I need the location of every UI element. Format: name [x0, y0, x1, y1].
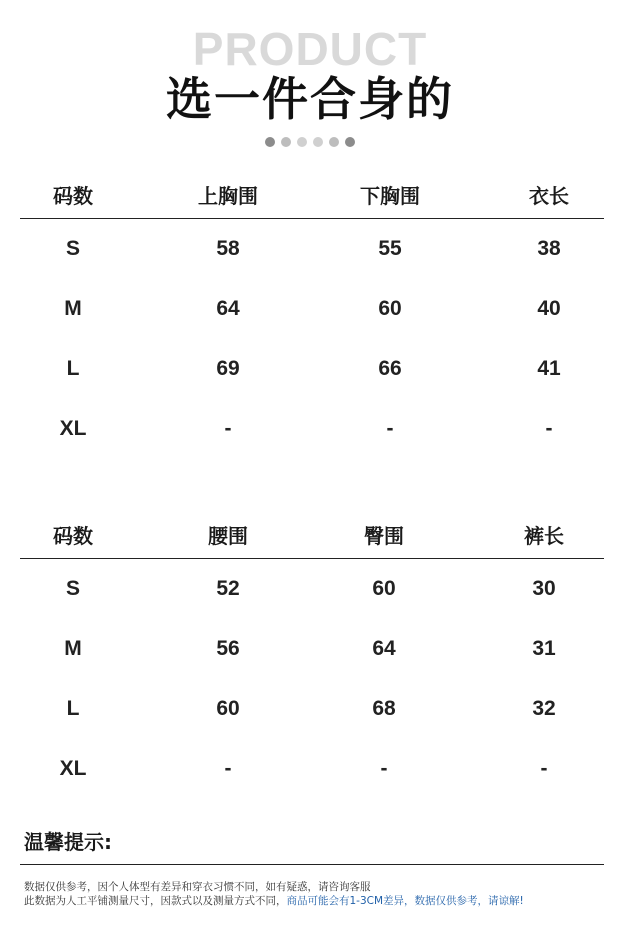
value-cell: 32: [532, 697, 556, 720]
size-cell: M: [64, 637, 82, 660]
value-cell: -: [224, 757, 232, 780]
divider: [20, 864, 604, 865]
value-cell: 52: [216, 577, 240, 600]
dot-2: [281, 137, 291, 147]
value-cell: -: [224, 417, 232, 440]
table-row: [20, 679, 604, 739]
dot-3: [297, 137, 307, 147]
table-row: [20, 619, 604, 679]
value-cell: 41: [537, 357, 561, 380]
header-size: 码数: [53, 524, 93, 548]
tips-note-2-text: 此数据为人工平铺测量尺寸，因款式以及测量方式不同，: [24, 895, 287, 907]
size-cell: L: [66, 697, 80, 720]
value-cell: 68: [372, 697, 396, 720]
value-cell: 31: [532, 637, 556, 660]
header-waist: 腰围: [208, 524, 248, 548]
size-table-top: [20, 174, 604, 459]
size-cell: M: [64, 297, 82, 320]
table-header-row: [20, 514, 604, 559]
value-cell: 38: [537, 237, 561, 260]
tips-note-2: [24, 894, 524, 908]
header-upper-bust: 上胸围: [198, 184, 258, 208]
value-cell: 40: [537, 297, 561, 320]
tips-note-2-highlight: 商品可能会有1-3CM差异，数据仅供参考，请谅解!: [286, 895, 524, 907]
tips-note-1: 数据仅供参考，因个人体型有差异和穿衣习惯不同，如有疑惑，请咨询客服: [24, 881, 371, 893]
value-cell: 64: [216, 297, 240, 320]
dot-5: [329, 137, 339, 147]
value-cell: -: [380, 757, 388, 780]
table-row: [20, 339, 604, 399]
value-cell: 30: [532, 577, 556, 600]
size-table-bottom: [20, 514, 604, 799]
value-cell: -: [545, 417, 553, 440]
table-header-row: [20, 174, 604, 219]
size-cell: S: [65, 237, 80, 260]
header-pants-length: 裤长: [524, 524, 564, 548]
value-cell: 56: [216, 637, 240, 660]
value-cell: 60: [378, 297, 402, 320]
size-cell: S: [65, 577, 80, 600]
size-cell: L: [66, 357, 80, 380]
value-cell: -: [386, 417, 394, 440]
value-cell: 64: [372, 637, 396, 660]
table-row: [20, 399, 604, 459]
value-cell: 60: [216, 697, 240, 720]
value-cell: -: [540, 757, 548, 780]
header-length: 衣长: [529, 184, 569, 208]
decorative-dots: [0, 137, 620, 147]
value-cell: 60: [372, 577, 396, 600]
dot-6: [345, 137, 355, 147]
value-cell: 55: [378, 237, 402, 260]
value-cell: 58: [216, 237, 240, 260]
size-cell: XL: [59, 757, 87, 780]
dot-4: [313, 137, 323, 147]
header-size: 码数: [53, 184, 93, 208]
header-hip: 臀围: [364, 524, 404, 548]
header: [0, 0, 620, 160]
value-cell: 66: [378, 357, 402, 380]
page-title: 选一件合身的: [166, 72, 454, 126]
product-watermark: PRODUCT: [192, 23, 428, 75]
table-row: [20, 559, 604, 619]
value-cell: 69: [216, 357, 240, 380]
table-row: [20, 219, 604, 279]
size-cell: XL: [59, 417, 87, 440]
table-row: [20, 279, 604, 339]
tips-title: 温馨提示:: [24, 830, 112, 854]
table-row: [20, 739, 604, 799]
header-lower-bust: 下胸围: [360, 184, 420, 208]
dot-1: [265, 137, 275, 147]
